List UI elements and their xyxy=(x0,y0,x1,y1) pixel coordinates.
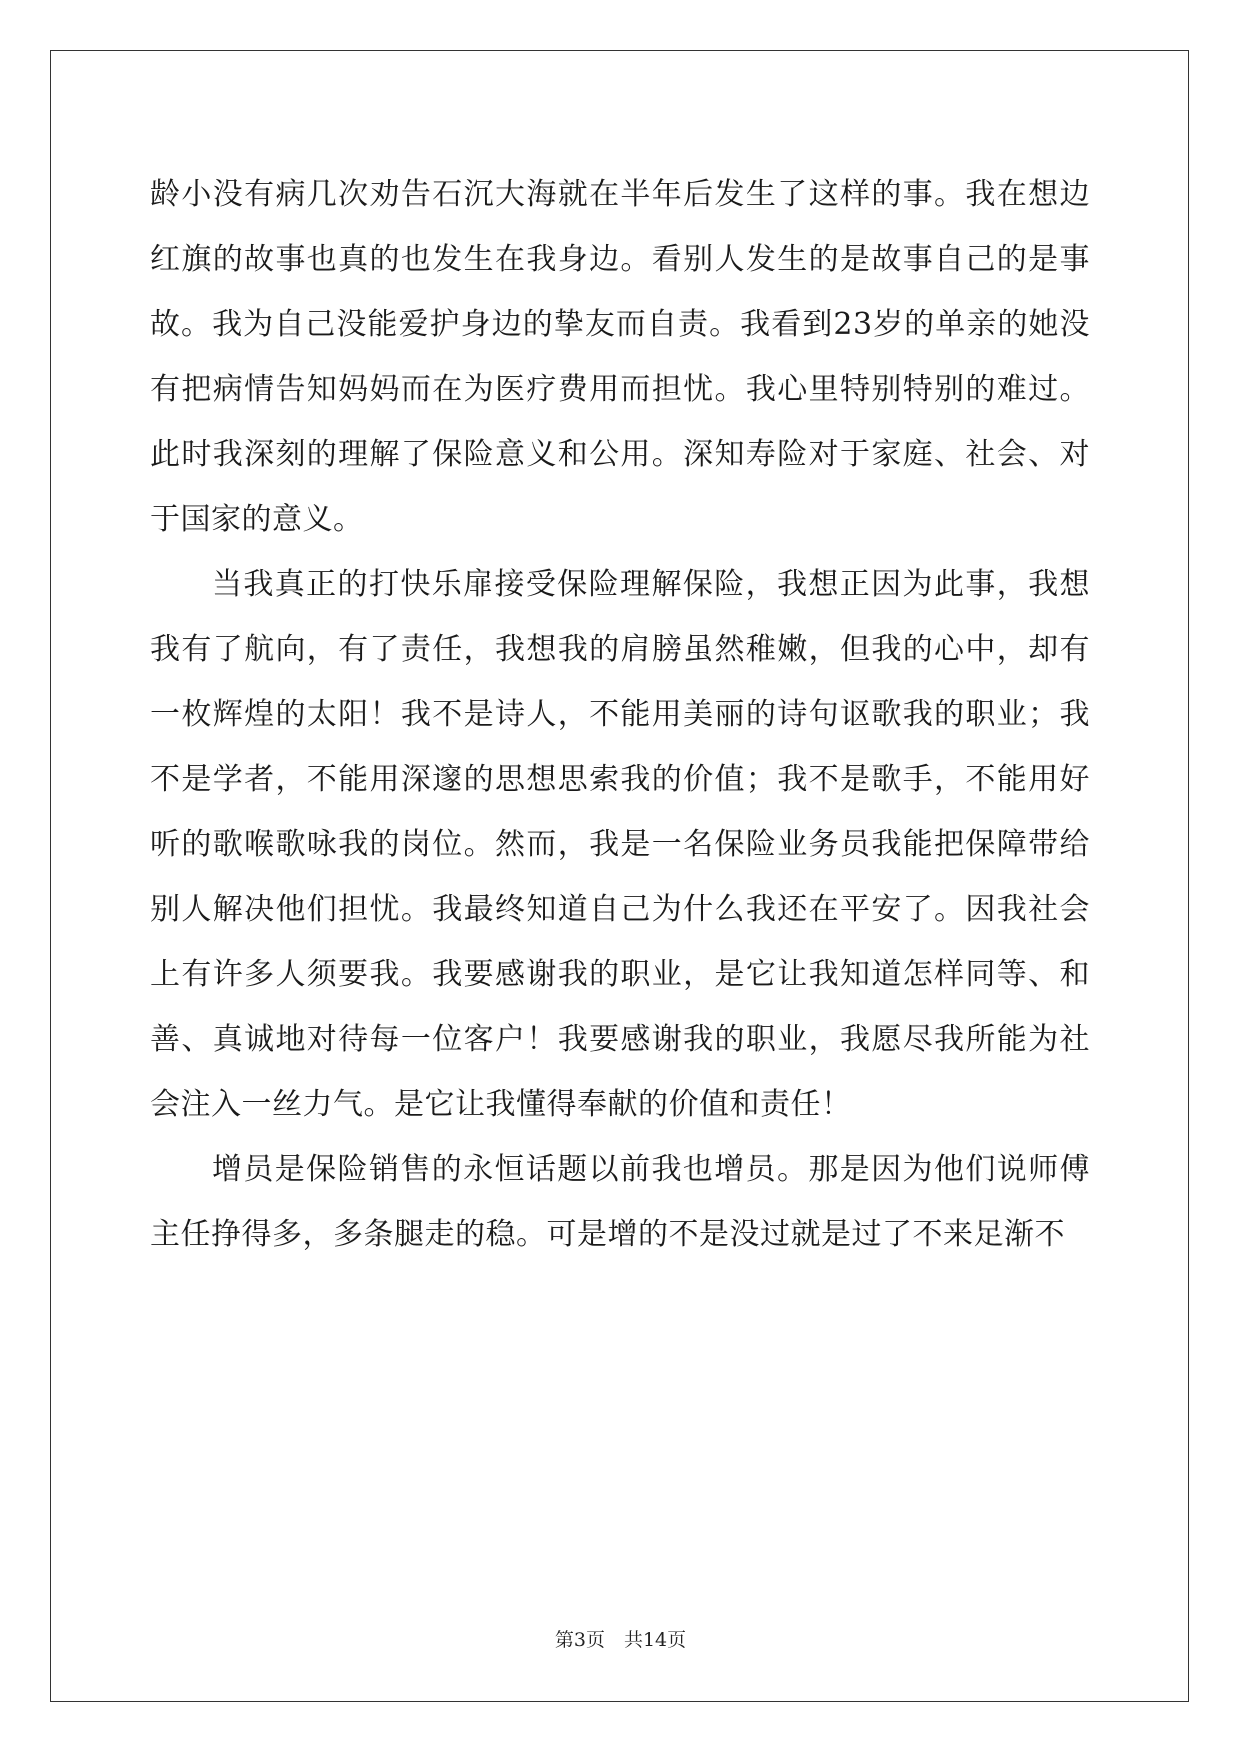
paragraph-1: 龄小没有病几次劝告石沉大海就在半年后发生了这样的事。我在想边红旗的故事也真的也发生在我身边。看别人发生的是故事自己的是事故。我为自己没能爱护身边的挚友而自责。我看到23岁的单亲的她没有把病情告知妈妈而在为医疗费用而担忧。我心里特别特别的难过。此时我深刻的理解了保险意义和公用。深知寿险对于家庭、社会、对于国家的意义。 xyxy=(150,177,1090,537)
paragraph-2: 当我真正的打快乐扉接受保险理解保险，我想正因为此事，我想我有了航向，有了责任，我想我的肩膀虽然稚嫩，但我的心中，却有一枚辉煌的太阳！我不是诗人，不能用美丽的诗句讴歌我的职业；我不是学者，不能用深邃的思想思索我的价值；我不是歌手，不能用好听的歌喉歌咏我的岗位。然而，我是一名保险业务员我能把保障带给别人解决他们担忧。我最终知道自己为什么我还在平安了。因我社会上有许多人须要我。我要感谢我的职业，是它让我知道怎样同等、和善、真诚地对待每一位客户！我要感谢我的职业，我愿尽我所能为社会注入一丝力气。是它让我懂得奉献的价值和责任！ xyxy=(150,567,1090,1122)
document-body xyxy=(150,162,1090,1267)
paragraph-3: 增员是保险销售的永恒话题以前我也增员。那是因为他们说师傅主任挣得多，多条腿走的稳。可是增的不是没过就是过了不来足渐不 xyxy=(150,1152,1090,1252)
page-number-footer: 第3页 共14页 xyxy=(554,1629,687,1651)
